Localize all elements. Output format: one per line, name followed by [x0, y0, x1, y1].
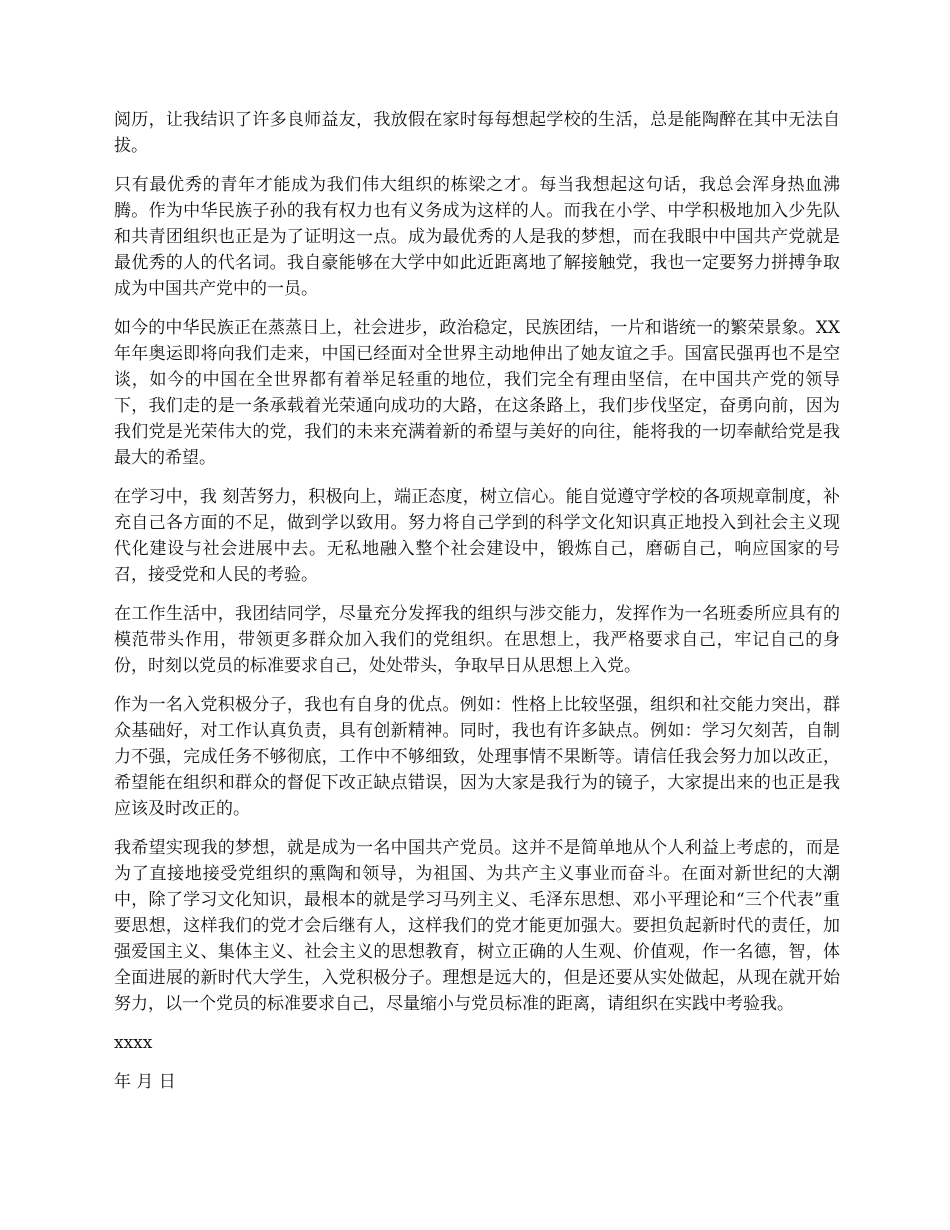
- signature: xxxx: [114, 1033, 153, 1053]
- paragraph-7: 我希望实现我的梦想，就是成为一名中国共产党员。这并不是简单地从个人利益上考虑的，而是为了直接地接受党组织的熏陶和领导，为祖国、为共产主义事业而奋斗。在面对新世纪的大潮中，除了学习文化知识，最根本的就是学习马列主义、毛泽东思想、邓小平理论和“三个代表”重要思想，这样我们的党才会后继有人，这样我们的党才能更加强大。要担负起新时代的责任，加强爱国主义、集体主义、社会主义的思想教育，树立正确的人生观、价值观，作一名德，智，体全面进展的新时代大学生，入党积极分子。理想是远大的，但是还要从实处做起，从现在就开始努力，以一个党员的标准要求自己，尽量缩小与党员标准的距离，请组织在实践中考验我。: [114, 838, 840, 1014]
- document-body: [114, 107, 840, 1095]
- paragraph-6: 作为一名入党积极分子，我也有自身的优点。例如：性格上比较坚强，组织和社交能力突出，群众基础好，对工作认真负责，具有创新精神。同时，我也有许多缺点。例如：学习欠刻苦，自制力不强，完成任务不够彻底，工作中不够细致，处理事情不果断等。请信任我会努力加以改正，希望能在组织和群众的督促下改正缺点错误，因为大家是我行为的镜子，大家提出来的也正是我应该及时改正的。: [114, 695, 840, 819]
- paragraph-3: 如今的中华民族正在蒸蒸日上，社会进步，政治稳定，民族团结，一片和谐统一的繁荣景象。XX年年奥运即将向我们走来，中国已经面对全世界主动地伸出了她友谊之手。国富民强再也不是空谈，如今的中国在全世界都有着举足轻重的地位，我们完全有理由坚信，在中国共产党的领导下，我们走的是一条承载着光荣通向成功的大路，在这条路上，我们步伐坚定，奋勇向前，因为我们党是光荣伟大的党，我们的未来充满着新的希望与美好的向往，能将我的一切奉献给党是我最大的希望。: [114, 318, 840, 468]
- paragraph-2: 只有最优秀的青年才能成为我们伟大组织的栋梁之才。每当我想起这句话，我总会浑身热血沸腾。作为中华民族子孙的我有权力也有义务成为这样的人。而我在小学、中学积极地加入少先队和共青团组织也正是为了证明这一点。成为最优秀的人是我的梦想，而在我眼中中国共产党就是最优秀的人的代名词。我自豪能够在大学中如此近距离地了解接触党，我也一定要努力拼搏争取成为中国共产党中的一员。: [114, 175, 840, 299]
- paragraph-4: 在学习中，我 刻苦努力，积极向上，端正态度，树立信心。能自觉遵守学校的各项规章制度，补充自己各方面的不足，做到学以致用。努力将自己学到的科学文化知识真正地投入到社会主义现代化建设与社会进展中去。无私地融入整个社会建设中，锻炼自己，磨砺自己，响应国家的号召，接受党和人民的考验。: [114, 487, 840, 585]
- paragraph-5: 在工作生活中，我团结同学，尽量充分发挥我的组织与涉交能力，发挥作为一名班委所应具有的模范带头作用，带领更多群众加入我们的党组织。在思想上，我严格要求自己，牢记自己的身份，时刻以党员的标准要求自己，处处带头，争取早日从思想上入党。: [114, 604, 840, 676]
- paragraph-1: 阅历，让我结识了许多良师益友，我放假在家时每每想起学校的生活，总是能陶醉在其中无法自拔。: [114, 110, 840, 156]
- date-line: 年 月 日: [114, 1072, 176, 1092]
